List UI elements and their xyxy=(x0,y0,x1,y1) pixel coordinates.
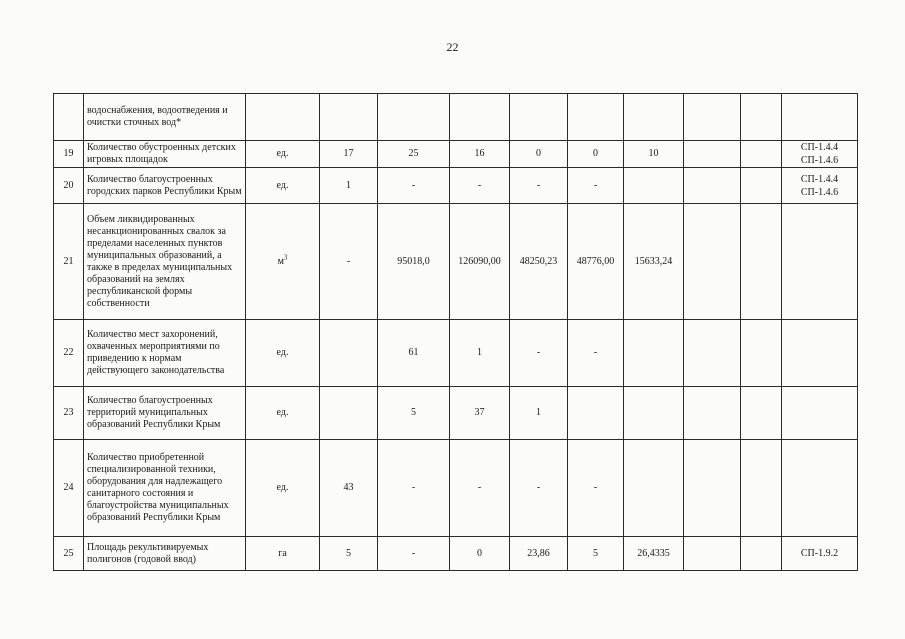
value-cell: 1 xyxy=(510,387,568,440)
program-code-cell xyxy=(782,387,858,440)
table-row xyxy=(54,387,858,440)
value-cell xyxy=(320,94,378,141)
value-cell xyxy=(624,440,684,537)
value-cell: - xyxy=(510,320,568,387)
value-cell: 48776,00 xyxy=(568,204,624,320)
value-cell: 16 xyxy=(450,141,510,168)
value-cell: 5 xyxy=(320,537,378,571)
value-cell xyxy=(741,204,782,320)
value-cell xyxy=(684,168,741,204)
value-cell: 0 xyxy=(510,141,568,168)
value-cell xyxy=(684,94,741,141)
table-row xyxy=(54,168,858,204)
value-cell: - xyxy=(568,320,624,387)
value-cell: - xyxy=(510,440,568,537)
unit-text: м xyxy=(277,255,284,267)
value-cell xyxy=(684,440,741,537)
value-cell: 48250,23 xyxy=(510,204,568,320)
value-cell: 17 xyxy=(320,141,378,168)
value-cell: 15633,24 xyxy=(624,204,684,320)
value-cell xyxy=(684,387,741,440)
unit-cell xyxy=(246,141,320,168)
value-cell xyxy=(741,387,782,440)
value-cell xyxy=(568,387,624,440)
value-cell: 5 xyxy=(568,537,624,571)
row-number-cell: 20 xyxy=(54,168,84,204)
value-cell: 1 xyxy=(450,320,510,387)
row-number-cell xyxy=(54,94,84,141)
indicator-name-cell: Количество мест захоронений, охваченных мероприятиями по приведению к нормам действующего законодательства xyxy=(84,320,246,387)
value-cell: 126090,00 xyxy=(450,204,510,320)
unit-text: ед. xyxy=(276,148,289,159)
value-cell xyxy=(741,168,782,204)
indicator-name-cell: водоснабжения, водоотведения и очистки сточных вод* xyxy=(84,94,246,141)
indicator-name-cell: Объем ликвидированных несанкционированных свалок за пределами населенных пунктов муниципальных образований, а также в пределах муниципальных образований на землях республиканской формы собственности xyxy=(84,204,246,320)
value-cell: - xyxy=(320,204,378,320)
value-cell xyxy=(624,94,684,141)
value-cell xyxy=(378,94,450,141)
indicators-table xyxy=(53,93,858,571)
program-code-cell xyxy=(782,440,858,537)
value-cell: - xyxy=(568,168,624,204)
value-cell xyxy=(684,204,741,320)
value-cell: - xyxy=(510,168,568,204)
unit-cell xyxy=(246,537,320,571)
value-cell: - xyxy=(450,168,510,204)
indicator-name-cell: Площадь рекультивируемых полигонов (годовой ввод) xyxy=(84,537,246,571)
program-code-cell: СП-1.4.4 СП-1.4.6 xyxy=(782,168,858,204)
row-number-cell: 19 xyxy=(54,141,84,168)
unit-text: га xyxy=(278,547,287,559)
value-cell xyxy=(624,387,684,440)
value-cell xyxy=(624,168,684,204)
value-cell: 23,86 xyxy=(510,537,568,571)
unit-text: ед. xyxy=(276,482,289,493)
value-cell: 5 xyxy=(378,387,450,440)
value-cell: - xyxy=(378,440,450,537)
value-cell xyxy=(450,94,510,141)
value-cell xyxy=(568,94,624,141)
unit-cell xyxy=(246,204,320,320)
value-cell xyxy=(320,320,378,387)
unit-text: ед. xyxy=(276,407,289,418)
table-row xyxy=(54,204,858,320)
value-cell: - xyxy=(450,440,510,537)
program-code-cell xyxy=(782,320,858,387)
indicator-name-cell: Количество благоустроенных городских парков Республики Крым xyxy=(84,168,246,204)
indicator-name-cell: Количество благоустроенных территорий муниципальных образований Республики Крым xyxy=(84,387,246,440)
table-row xyxy=(54,94,858,141)
unit-cell xyxy=(246,94,320,141)
value-cell: 0 xyxy=(568,141,624,168)
value-cell xyxy=(684,141,741,168)
value-cell: 43 xyxy=(320,440,378,537)
value-cell xyxy=(684,320,741,387)
value-cell: 61 xyxy=(378,320,450,387)
unit-cell xyxy=(246,320,320,387)
page-number: 22 xyxy=(446,40,459,54)
value-cell xyxy=(741,537,782,571)
value-cell: 37 xyxy=(450,387,510,440)
value-cell: 95018,0 xyxy=(378,204,450,320)
value-cell: - xyxy=(568,440,624,537)
value-cell: 26,4335 xyxy=(624,537,684,571)
value-cell: 10 xyxy=(624,141,684,168)
value-cell xyxy=(741,440,782,537)
value-cell: 25 xyxy=(378,141,450,168)
row-number-cell: 21 xyxy=(54,204,84,320)
row-number-cell: 22 xyxy=(54,320,84,387)
row-number-cell: 24 xyxy=(54,440,84,537)
row-number-cell: 23 xyxy=(54,387,84,440)
indicator-name-cell: Количество обустроенных детских игровых площадок xyxy=(84,141,246,168)
value-cell xyxy=(741,141,782,168)
value-cell xyxy=(741,320,782,387)
value-cell: 0 xyxy=(450,537,510,571)
value-cell xyxy=(320,387,378,440)
value-cell: - xyxy=(378,537,450,571)
value-cell: 1 xyxy=(320,168,378,204)
program-code-cell: СП-1.9.2 xyxy=(782,537,858,571)
table-row xyxy=(54,320,858,387)
value-cell xyxy=(624,320,684,387)
indicator-name-cell: Количество приобретенной специализированной техники, оборудования для надлежащего санитарного состояния и благоустройства муниципальных образований Республики Крым xyxy=(84,440,246,537)
row-number-cell: 25 xyxy=(54,537,84,571)
program-code-cell: СП-1.4.4 СП-1.4.6 xyxy=(782,141,858,168)
value-cell xyxy=(510,94,568,141)
table-row xyxy=(54,537,858,571)
program-code-cell xyxy=(782,94,858,141)
unit-text: ед. xyxy=(276,347,289,358)
unit-text: ед. xyxy=(276,179,289,191)
unit-cell xyxy=(246,387,320,440)
value-cell xyxy=(684,537,741,571)
unit-cell xyxy=(246,168,320,204)
table-row xyxy=(54,440,858,537)
table-row xyxy=(54,141,858,168)
program-code-cell xyxy=(782,204,858,320)
unit-cell xyxy=(246,440,320,537)
unit-superscript: 3 xyxy=(283,253,288,262)
value-cell: - xyxy=(378,168,450,204)
value-cell xyxy=(741,94,782,141)
